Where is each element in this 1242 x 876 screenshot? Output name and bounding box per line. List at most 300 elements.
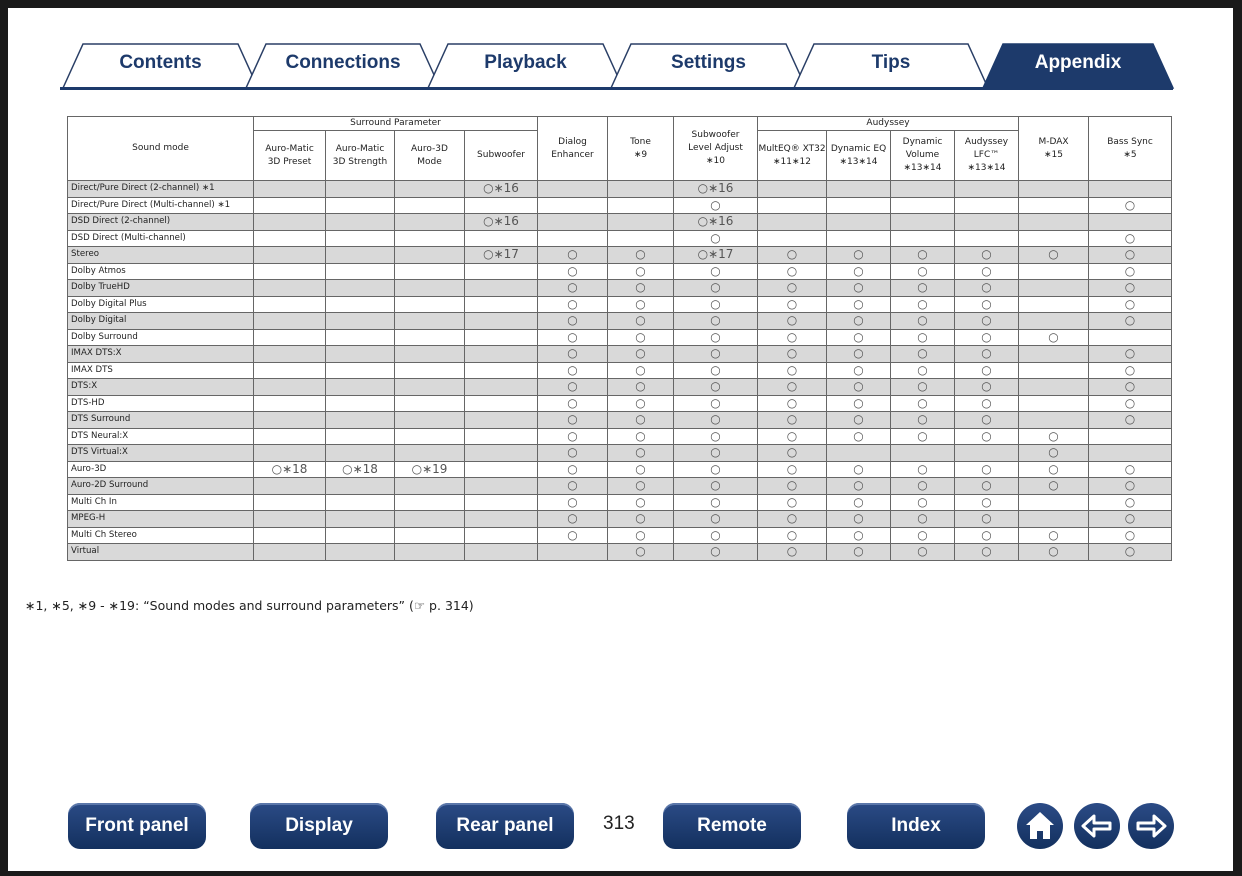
table-row — [68, 230, 1172, 247]
sound-mode-cell: DTS-HD — [68, 395, 254, 412]
header-multeq — [758, 131, 827, 181]
tab-appendix[interactable]: Appendix — [1034, 52, 1122, 73]
table-cell: ○ — [538, 478, 608, 495]
table-cell — [465, 511, 538, 528]
header-text: ∗13∗14 — [839, 156, 878, 167]
table-cell: ○ — [674, 263, 758, 280]
table-cell: ○∗16 — [674, 181, 758, 198]
table-cell — [891, 230, 955, 247]
table-cell — [1019, 379, 1089, 396]
table-cell — [465, 346, 538, 363]
table-cell — [608, 181, 674, 198]
table-cell — [465, 445, 538, 462]
table-row — [68, 412, 1172, 429]
table-cell — [326, 544, 395, 561]
table-cell: ○ — [608, 362, 674, 379]
remote-button[interactable]: Remote — [663, 803, 801, 849]
header-subwoofer-level — [674, 117, 758, 181]
table-cell — [1019, 296, 1089, 313]
sound-mode-cell: DSD Direct (2-channel) — [68, 214, 254, 231]
table-cell: ○∗16 — [465, 181, 538, 198]
table-cell: ○ — [674, 313, 758, 330]
sound-mode-cell: Direct/Pure Direct (2-channel) ∗1 — [68, 181, 254, 198]
table-row — [68, 494, 1172, 511]
table-cell: ○∗18 — [326, 461, 395, 478]
table-cell — [608, 214, 674, 231]
table-cell — [891, 445, 955, 462]
table-cell: ○ — [538, 461, 608, 478]
table-cell — [395, 395, 465, 412]
table-cell: ○ — [955, 511, 1019, 528]
table-cell — [254, 181, 326, 198]
table-cell: ○ — [758, 379, 827, 396]
header-text: Auro-Matic — [335, 143, 385, 154]
table-cell: ○ — [538, 329, 608, 346]
table-cell: ○ — [827, 527, 891, 544]
display-button[interactable]: Display — [250, 803, 388, 849]
table-row — [68, 346, 1172, 363]
front-panel-button[interactable]: Front panel — [68, 803, 206, 849]
table-cell — [465, 230, 538, 247]
sound-mode-cell: DTS Surround — [68, 412, 254, 429]
header-auro-matic-preset — [254, 131, 326, 181]
sound-mode-cell: Multi Ch In — [68, 494, 254, 511]
table-cell: ○ — [1089, 296, 1172, 313]
sound-mode-cell: Dolby Surround — [68, 329, 254, 346]
table-cell — [1019, 346, 1089, 363]
table-cell — [254, 263, 326, 280]
table-cell: ○ — [608, 329, 674, 346]
table-cell: ○ — [1089, 346, 1172, 363]
table-row — [68, 445, 1172, 462]
table-cell — [326, 230, 395, 247]
manual-page — [8, 8, 1233, 871]
table-cell: ○ — [891, 412, 955, 429]
table-cell: ○ — [1089, 395, 1172, 412]
table-cell — [395, 412, 465, 429]
sound-mode-cell: Auro-3D — [68, 461, 254, 478]
table-cell: ○ — [827, 362, 891, 379]
table-cell: ○∗18 — [254, 461, 326, 478]
table-cell: ○ — [538, 428, 608, 445]
tab-playback[interactable]: Playback — [484, 52, 567, 73]
table-cell: ○ — [758, 362, 827, 379]
header-text: Auro-3D — [411, 143, 448, 154]
table-cell: ○ — [674, 379, 758, 396]
table-cell: ○ — [1089, 263, 1172, 280]
table-cell: ○ — [827, 346, 891, 363]
table-row — [68, 362, 1172, 379]
table-cell: ○ — [758, 329, 827, 346]
table-cell — [955, 445, 1019, 462]
table-cell: ○ — [955, 527, 1019, 544]
table-cell: ○ — [758, 412, 827, 429]
table-cell — [326, 214, 395, 231]
table-cell: ○ — [1089, 230, 1172, 247]
table-cell — [465, 478, 538, 495]
rear-panel-button[interactable]: Rear panel — [436, 803, 574, 849]
table-cell: ○ — [955, 478, 1019, 495]
table-cell — [465, 329, 538, 346]
table-cell — [326, 329, 395, 346]
table-cell — [326, 181, 395, 198]
table-cell — [465, 412, 538, 429]
table-cell: ○ — [1089, 197, 1172, 214]
header-text: ∗15 — [1044, 149, 1063, 160]
table-cell: ○ — [1089, 379, 1172, 396]
table-cell — [395, 263, 465, 280]
table-cell — [254, 247, 326, 264]
table-cell — [254, 428, 326, 445]
table-cell — [395, 527, 465, 544]
table-cell — [465, 263, 538, 280]
table-cell: ○ — [955, 263, 1019, 280]
table-row — [68, 461, 1172, 478]
table-cell: ○ — [674, 346, 758, 363]
table-cell: ○ — [674, 230, 758, 247]
table-cell — [254, 313, 326, 330]
table-cell — [1089, 181, 1172, 198]
table-cell: ○ — [674, 544, 758, 561]
table-cell: ○ — [1089, 544, 1172, 561]
header-bass-sync — [1089, 117, 1172, 181]
table-cell: ○ — [538, 280, 608, 297]
table-cell: ○ — [955, 379, 1019, 396]
table-cell — [395, 478, 465, 495]
table-cell: ○ — [827, 395, 891, 412]
table-cell — [395, 445, 465, 462]
table-cell: ○ — [608, 428, 674, 445]
sound-mode-cell: Multi Ch Stereo — [68, 527, 254, 544]
table-cell — [254, 379, 326, 396]
table-row — [68, 395, 1172, 412]
table-cell — [538, 214, 608, 231]
table-cell — [254, 527, 326, 544]
table-cell: ○ — [608, 478, 674, 495]
table-cell: ○ — [538, 346, 608, 363]
table-cell — [254, 230, 326, 247]
table-cell — [254, 445, 326, 462]
table-cell: ○ — [758, 544, 827, 561]
table-cell: ○ — [538, 395, 608, 412]
table-body — [68, 181, 1172, 561]
table-cell: ○ — [891, 280, 955, 297]
table-cell: ○ — [1089, 461, 1172, 478]
sound-mode-cell: Stereo — [68, 247, 254, 264]
table-cell: ○ — [955, 313, 1019, 330]
table-cell: ○ — [758, 280, 827, 297]
table-cell: ○ — [538, 313, 608, 330]
header-subwoofer: Subwoofer — [465, 131, 538, 181]
table-cell: ○ — [827, 329, 891, 346]
header-text: MultEQ® XT32 — [758, 143, 826, 154]
table-cell — [758, 230, 827, 247]
table-cell — [326, 346, 395, 363]
table-cell — [955, 181, 1019, 198]
table-row — [68, 247, 1172, 264]
table-cell: ○ — [608, 412, 674, 429]
table-cell: ○ — [758, 428, 827, 445]
back-button[interactable] — [1074, 803, 1120, 849]
table-cell: ○ — [758, 478, 827, 495]
table-cell: ○ — [674, 478, 758, 495]
table-row — [68, 181, 1172, 198]
sound-mode-cell: Dolby TrueHD — [68, 280, 254, 297]
table-cell: ○ — [1019, 247, 1089, 264]
table-row — [68, 511, 1172, 528]
table-cell — [395, 362, 465, 379]
table-cell: ○ — [891, 313, 955, 330]
table-cell: ○ — [827, 428, 891, 445]
table-cell — [1019, 214, 1089, 231]
table-cell: ○ — [538, 511, 608, 528]
header-text: ∗10 — [706, 156, 725, 166]
table-row — [68, 197, 1172, 214]
header-text: LFC™ — [973, 150, 1000, 160]
index-button[interactable]: Index — [847, 803, 985, 849]
header-mdax — [1019, 117, 1089, 181]
table-cell: ○ — [758, 395, 827, 412]
table-cell: ○ — [1089, 362, 1172, 379]
table-row — [68, 263, 1172, 280]
table-row — [68, 280, 1172, 297]
table-cell — [1089, 214, 1172, 231]
table-cell: ○ — [891, 395, 955, 412]
table-cell: ○ — [827, 494, 891, 511]
header-dialog-enhancer — [538, 117, 608, 181]
table-cell: ○ — [827, 296, 891, 313]
tab-tips[interactable]: Tips — [871, 52, 911, 73]
table-cell: ○ — [891, 247, 955, 264]
table-cell — [395, 428, 465, 445]
sound-mode-cell: Dolby Atmos — [68, 263, 254, 280]
table-cell: ○ — [608, 346, 674, 363]
table-cell — [827, 445, 891, 462]
table-cell — [465, 527, 538, 544]
table-cell: ○ — [538, 379, 608, 396]
table-cell: ○ — [1019, 461, 1089, 478]
tab-bar — [8, 8, 1233, 108]
table-cell: ○ — [1019, 527, 1089, 544]
table-cell: ○ — [955, 412, 1019, 429]
table-cell: ○ — [538, 247, 608, 264]
table-cell — [254, 494, 326, 511]
tab-contents[interactable]: Contents — [119, 52, 202, 73]
table-cell: ○ — [891, 428, 955, 445]
arrow-left-icon — [1074, 803, 1120, 849]
sound-mode-cell: DSD Direct (Multi-channel) — [68, 230, 254, 247]
table-cell: ○ — [758, 313, 827, 330]
table-cell — [465, 544, 538, 561]
header-auro-matic-strength — [326, 131, 395, 181]
table-cell — [465, 362, 538, 379]
table-cell: ○ — [827, 379, 891, 396]
table-cell — [827, 230, 891, 247]
table-cell: ○ — [674, 445, 758, 462]
table-cell: ○ — [827, 412, 891, 429]
table-cell — [891, 181, 955, 198]
table-cell — [1019, 181, 1089, 198]
sound-mode-cell: Dolby Digital — [68, 313, 254, 330]
home-button[interactable] — [1017, 803, 1063, 849]
header-audyssey-lfc — [955, 131, 1019, 181]
table-cell: ○∗16 — [674, 214, 758, 231]
header-sound-mode: Sound mode — [68, 117, 254, 181]
table-cell: ○ — [955, 362, 1019, 379]
table-cell: ○ — [608, 395, 674, 412]
table-cell — [465, 280, 538, 297]
table-cell — [326, 362, 395, 379]
table-cell: ○ — [674, 362, 758, 379]
table-cell: ○ — [1019, 544, 1089, 561]
table-cell — [1019, 412, 1089, 429]
table-cell — [1089, 428, 1172, 445]
tab-connections[interactable]: Connections — [285, 52, 401, 73]
table-cell — [1019, 263, 1089, 280]
table-cell — [326, 412, 395, 429]
sound-mode-cell: DTS Neural:X — [68, 428, 254, 445]
table-cell: ○ — [608, 544, 674, 561]
table-cell: ○ — [891, 329, 955, 346]
table-cell — [395, 280, 465, 297]
table-cell — [254, 329, 326, 346]
table-cell: ○ — [758, 247, 827, 264]
table-cell — [465, 197, 538, 214]
header-tone — [608, 117, 674, 181]
table-cell — [254, 412, 326, 429]
table-cell — [326, 511, 395, 528]
table-cell — [1019, 197, 1089, 214]
table-cell — [1019, 395, 1089, 412]
table-cell: ○ — [1019, 329, 1089, 346]
table-cell: ○ — [955, 329, 1019, 346]
table-cell — [326, 247, 395, 264]
table-cell — [395, 181, 465, 198]
table-cell: ○ — [674, 296, 758, 313]
table-row — [68, 478, 1172, 495]
table-cell — [1019, 494, 1089, 511]
table-cell — [326, 313, 395, 330]
table-cell — [395, 346, 465, 363]
table-cell: ○ — [538, 445, 608, 462]
table-cell: ○ — [891, 362, 955, 379]
table-cell — [326, 527, 395, 544]
forward-button[interactable] — [1128, 803, 1174, 849]
header-text: Audyssey — [964, 137, 1009, 147]
table-cell: ○ — [955, 395, 1019, 412]
table-cell: ○ — [608, 280, 674, 297]
sound-mode-cell: DTS Virtual:X — [68, 445, 254, 462]
table-cell: ○ — [608, 263, 674, 280]
table-cell: ○ — [955, 544, 1019, 561]
table-cell: ○ — [955, 461, 1019, 478]
table-cell: ○ — [538, 296, 608, 313]
table-cell — [254, 478, 326, 495]
table-cell: ○ — [538, 362, 608, 379]
table-row — [68, 527, 1172, 544]
table-cell — [395, 329, 465, 346]
header-text: 3D Preset — [267, 156, 312, 167]
table-cell: ○ — [1089, 511, 1172, 528]
header-text: ∗5 — [1123, 149, 1137, 160]
table-row — [68, 313, 1172, 330]
tab-settings[interactable]: Settings — [671, 52, 746, 73]
table-cell: ○ — [758, 461, 827, 478]
table-cell: ○ — [674, 197, 758, 214]
table-cell: ○ — [827, 478, 891, 495]
table-cell — [465, 296, 538, 313]
table-row — [68, 329, 1172, 346]
sound-mode-cell: Dolby Digital Plus — [68, 296, 254, 313]
table-cell: ○ — [827, 461, 891, 478]
header-text: Dynamic — [902, 137, 943, 147]
table-cell: ○ — [758, 296, 827, 313]
table-cell: ○ — [827, 247, 891, 264]
table-cell — [326, 263, 395, 280]
header-text: Enhancer — [551, 149, 594, 160]
table-cell: ○ — [538, 527, 608, 544]
table-cell: ○ — [608, 296, 674, 313]
sound-mode-cell: IMAX DTS — [68, 362, 254, 379]
header-text: Mode — [417, 156, 442, 167]
table-cell: ○∗16 — [465, 214, 538, 231]
table-cell — [758, 197, 827, 214]
table-cell — [395, 494, 465, 511]
header-text: Dialog — [558, 136, 587, 147]
table-cell — [465, 428, 538, 445]
table-cell — [395, 214, 465, 231]
table-cell: ○ — [674, 395, 758, 412]
header-surround-parameter: Surround Parameter — [254, 117, 538, 131]
table-cell — [758, 214, 827, 231]
table-cell — [891, 214, 955, 231]
table-cell: ○ — [758, 527, 827, 544]
table-cell — [395, 511, 465, 528]
table-cell: ○ — [827, 313, 891, 330]
table-cell: ○ — [758, 445, 827, 462]
table-cell: ○ — [891, 478, 955, 495]
table-cell: ○ — [955, 280, 1019, 297]
header-text: Dynamic EQ — [830, 143, 887, 154]
table-cell — [326, 494, 395, 511]
table-cell: ○ — [608, 379, 674, 396]
table-cell — [326, 197, 395, 214]
table-cell — [395, 379, 465, 396]
table-cell — [465, 313, 538, 330]
table-row — [68, 428, 1172, 445]
sound-mode-cell: DTS:X — [68, 379, 254, 396]
header-text: ∗13∗14 — [903, 163, 942, 173]
header-audyssey: Audyssey — [758, 117, 1019, 131]
table-cell: ○ — [538, 263, 608, 280]
table-cell: ○ — [955, 247, 1019, 264]
table-cell: ○ — [1019, 478, 1089, 495]
page-number: 313 — [603, 813, 635, 834]
table-cell — [326, 478, 395, 495]
table-cell: ○ — [608, 461, 674, 478]
table-cell: ○ — [827, 263, 891, 280]
table-cell: ○ — [955, 494, 1019, 511]
table-cell: ○ — [674, 494, 758, 511]
table-cell: ○ — [827, 280, 891, 297]
header-text: M-DAX — [1038, 136, 1069, 147]
table-cell — [254, 214, 326, 231]
table-cell — [465, 461, 538, 478]
table-cell — [538, 181, 608, 198]
table-cell — [1019, 511, 1089, 528]
sound-mode-cell: Auro-2D Surround — [68, 478, 254, 495]
table-cell: ○ — [955, 428, 1019, 445]
